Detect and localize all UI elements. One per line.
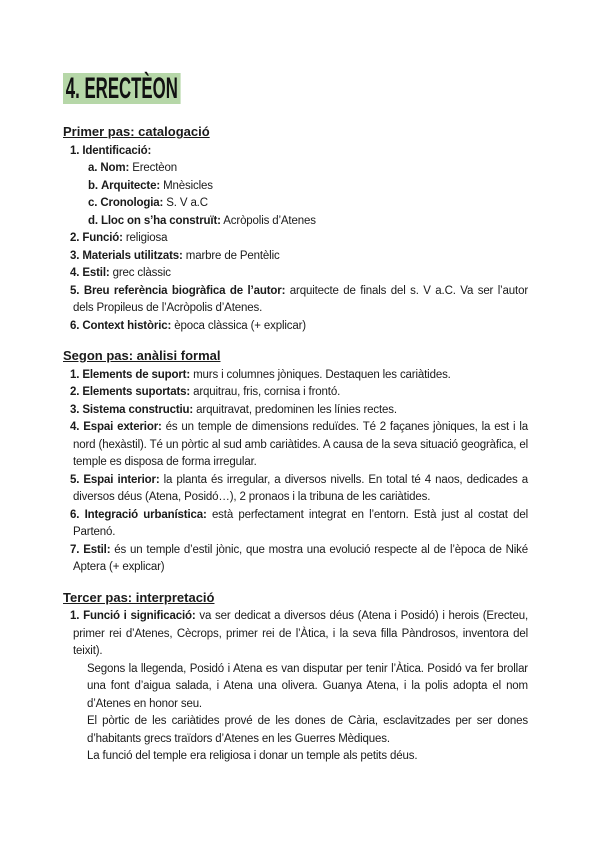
item-label: Funció: [82, 232, 123, 244]
list-item [63, 318, 528, 336]
list-item [63, 283, 528, 318]
paragraph: La funció del temple era religiosa i donar un temple als petits déus. [87, 750, 418, 762]
item-number: 1. [70, 368, 80, 381]
item-number: 7. [70, 543, 80, 556]
item-text: arquitecte de finals del s. V a.C. Va ser l’autor dels Propileus de l’Acròpolis d’Atenes. [73, 284, 529, 314]
item-number: a. [88, 162, 98, 174]
item-number: 6. [70, 319, 80, 332]
item-number: 2. [70, 232, 80, 244]
item-text: època clàssica (+ explicar) [174, 319, 306, 332]
item-number: c. [88, 197, 98, 209]
item-label: Breu referència biogràfica de l’autor: [83, 284, 286, 297]
item-number: 4. [70, 267, 80, 279]
item-number: d. [88, 214, 98, 227]
item-label: Arquitecte: [100, 179, 161, 192]
list-item [63, 230, 528, 248]
item-text: està perfectament integrat en l’entorn. Està just al costat del Partenó. [73, 508, 529, 538]
item-label: Lloc on s’ha construït: [100, 214, 221, 227]
item-number: b. [88, 179, 98, 192]
list-item [63, 472, 528, 507]
sub-item [63, 160, 528, 178]
item-number: 6. [70, 508, 80, 521]
item-text: va ser dedicat a diversos déus (Atena i Posidó) i herois (Erecteu, primer rei d’Atenes, Cècrops, primer rei de l’Àtica, i la seva filla Pàndrosos, inventora del teixit). [73, 610, 529, 657]
list-item [63, 143, 528, 161]
item-text: Erectèon [132, 162, 178, 174]
title-row [63, 73, 528, 104]
item-label: Context històric: [82, 319, 172, 332]
list-item [63, 507, 528, 542]
item-text: és un temple d’estil jònic, que mostra una evolució respecte al de l’època de Niké Aptera (+ explicar) [73, 543, 529, 573]
item-text: grec clàssic [112, 267, 171, 279]
item-text: S. V a.C [166, 197, 208, 209]
item-text: murs i columnes jòniques. Destaquen les cariàtides. [193, 368, 451, 381]
section-heading-tercer-pas: Tercer pas: interpretació [63, 589, 215, 605]
item-label: Cronologia: [100, 197, 164, 209]
page-title: 4. ERECTÈON [63, 73, 181, 104]
item-label: Elements de suport: [82, 368, 191, 381]
item-label: Estil: [83, 543, 111, 556]
item-text: Mnèsicles [163, 179, 213, 192]
item-label: Espai interior: [83, 473, 160, 486]
list-item [63, 265, 528, 283]
sub-item [63, 213, 528, 231]
list-item [63, 367, 528, 385]
item-number: 2. [70, 386, 80, 398]
item-label: Funció i significació: [83, 610, 196, 622]
item-text: arquitravat, predominen les línies rectes. [196, 403, 397, 416]
list-item [63, 384, 528, 402]
item-text: la planta és irregular, a diversos nivells. En total té 4 naos, dedicades a diversos déus (Atena, Posidó…), 2 pronaos i la tribuna de les cariàtides. [73, 473, 529, 503]
sub-item [63, 178, 528, 196]
item-text: Acròpolis d’Atenes [223, 214, 316, 227]
item-number: 3. [70, 249, 80, 262]
item-number: 4. [70, 421, 80, 433]
item-label: Espai exterior: [83, 421, 162, 433]
item-label: Integració urbanística: [84, 508, 207, 521]
item-text: arquitrau, fris, cornisa i frontó. [193, 386, 341, 398]
item-label: Elements suportats: [82, 386, 191, 398]
list-item [63, 608, 528, 661]
item-label: Sistema constructiu: [82, 403, 194, 416]
list-item [63, 419, 528, 472]
section-heading-segon-pas: Segon pas: anàlisi formal [63, 348, 221, 363]
list-item [63, 402, 528, 420]
item-text: marbre de Pentèlic [185, 249, 280, 262]
item-text: religiosa [125, 232, 168, 244]
item-number: 3. [70, 403, 80, 416]
item-label: Estil: [82, 267, 110, 279]
paragraph: Segons la llegenda, Posidó i Atena es van disputar per tenir l’Àtica. Posidó va fer brollar una font d’aigua salada, i Atena una olivera. Guanya Atena, i la polis adopta el nom d’Atenes en honor seu. [87, 662, 528, 710]
section-heading-primer-pas: Primer pas: catalogació [63, 124, 210, 139]
item-label: Materials utilitzats: [82, 249, 183, 262]
item-label: Identificació: [82, 144, 152, 157]
item-label: Nom: [100, 162, 130, 174]
item-number: 1. [70, 144, 80, 157]
item-text: és un temple de dimensions reduïdes. Té 2 façanes jòniques, la est i la nord (hexàstil). Té un pòrtic al sud amb cariàtides. A causa de la seva situació geogràfica, el temple es disposa de forma irregular. [73, 421, 529, 468]
paragraph: El pòrtic de les cariàtides prové de les dones de Cària, esclavitzades per ser dones d’habitants grecs traïdors d’Atenes en les Guerres Mèdiques. [87, 715, 528, 745]
item-number: 5. [70, 473, 80, 486]
sub-item [63, 195, 528, 213]
list-item [63, 248, 528, 266]
list-item [63, 542, 528, 577]
item-number: 5. [70, 284, 80, 297]
item-number: 1. [70, 610, 80, 622]
